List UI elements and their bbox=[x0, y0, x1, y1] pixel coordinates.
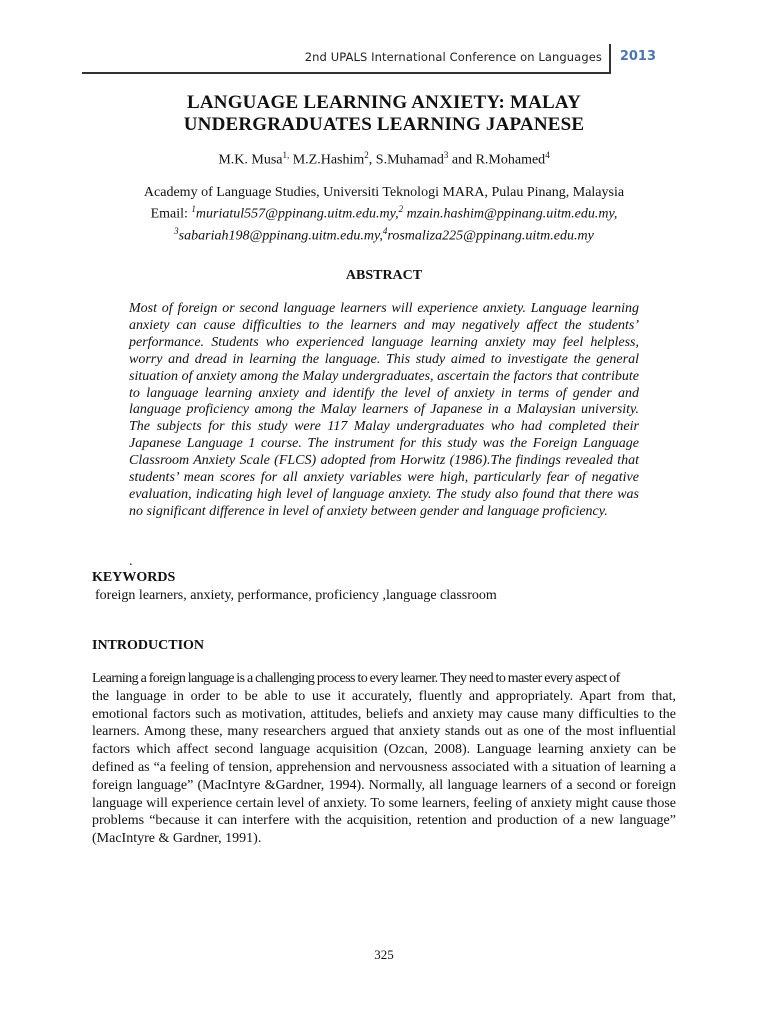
title-line-1: LANGUAGE LEARNING ANXIETY: MALAY bbox=[186, 92, 582, 113]
email-address[interactable]: muriatul557@ppinang.uitm.edu.my, bbox=[195, 206, 399, 222]
author-separator: , bbox=[368, 152, 376, 168]
email-mark: 4 bbox=[382, 225, 388, 236]
author-affiliation-mark: 2 bbox=[364, 150, 369, 160]
author-separator: and bbox=[448, 152, 476, 168]
email-mark: 2 bbox=[398, 204, 404, 214]
page-number: 325 bbox=[374, 947, 394, 962]
conference-year: 2013 bbox=[619, 49, 656, 64]
author-name: M.K. Musa bbox=[218, 152, 283, 168]
keywords-heading: KEYWORDS bbox=[92, 570, 176, 585]
email-address[interactable]: sabariah198@ppinang.uitm.edu.my, bbox=[178, 228, 383, 244]
conference-name: 2nd UPALS International Conference on Languages bbox=[304, 50, 602, 64]
email-label: Email: bbox=[150, 206, 192, 222]
email-mark: 1 bbox=[191, 204, 196, 214]
introduction-first-line: Learning a foreign language is a challenging process to every learner. They need to master every aspect of bbox=[92, 671, 620, 686]
abstract-text: Most of foreign or second language learners will experience anxiety. Language learning anxiety can cause difficulties to the learners and may negatively affect the students’ performance. Students who experienced language learning anxiety may feel helpless, worry and dread in learning the language. This study aimed to investigate the general situation of anxiety among the Malay undergraduates, ascertain the factors that contribute to language learning anxiety and identify the level of anxiety in terms of gender and language proficiency among the Malay learners of Japanese in a Malaysian university. The subjects for this study were 117 Malay undergraduates who had completed their Japanese Language 1 course. The instrument for this study was the Foreign Language Classroom Anxiety Scale (FLCS) adopted from Horwitz (1986).The findings revealed that students’ mean scores for all anxiety variables were high, particularly fear of negative evaluation, indicating high level of language anxiety. The study also found that there was no significant difference in level of anxiety between gender and language proficiency. bbox=[129, 301, 639, 519]
title-line-2: UNDERGRADUATES LEARNING JAPANESE bbox=[183, 114, 585, 135]
email-address[interactable]: mzain.hashim@ppinang.uitm.edu.my, bbox=[403, 206, 618, 222]
email-line-2 bbox=[82, 223, 686, 245]
header-divider bbox=[609, 44, 611, 74]
author-list bbox=[82, 150, 686, 169]
email-mark: 3 bbox=[174, 225, 179, 236]
author-name: S.Muhamad bbox=[375, 152, 444, 168]
introduction-heading: INTRODUCTION bbox=[92, 638, 205, 653]
email-address[interactable]: rosmaliza225@ppinang.uitm.edu.my bbox=[387, 228, 594, 244]
keywords-list: foreign learners, anxiety, performance, proficiency ,language classroom bbox=[95, 588, 497, 603]
author-name: R.Mohamed bbox=[475, 152, 546, 168]
introduction-text: the language in order to be able to use it accurately, fluently and appropriately. Apart from that, emotional factors such as motivation, attitudes, beliefs and anxiety may cause many difficulties to the learners. Among these, many researchers argued that anxiety stands out as one of the most influential factors which affect second language acquisition (Ozcan, 2008). Language learning anxiety can be defined as “a feeling of tension, apprehension and nervousness associated with a situation of learning a foreign language” (MacIntyre &Gardner, 1994). Normally, all language learners of a second or foreign language will experience certain level of anxiety. To some learners, feeling of anxiety might cause those problems “because it can interfere with the acquisition, retention and production of a new language” (MacIntyre & Gardner, 1991). bbox=[92, 688, 676, 847]
email-line-1 bbox=[82, 201, 686, 223]
author-name: M.Z.Hashim bbox=[292, 152, 365, 168]
author-affiliation-mark: 4 bbox=[545, 150, 550, 160]
affiliation-block bbox=[82, 184, 686, 244]
institution: Academy of Language Studies, Universiti Teknologi MARA, Pulau Pinang, Malaysia bbox=[143, 185, 625, 200]
paper-title bbox=[82, 92, 686, 136]
introduction-paragraph bbox=[92, 670, 676, 848]
author-affiliation-mark: 1, bbox=[282, 150, 290, 160]
running-header bbox=[82, 44, 678, 74]
author-affiliation-mark: 3 bbox=[443, 150, 449, 160]
header-rule bbox=[82, 72, 611, 74]
abstract-heading: ABSTRACT bbox=[345, 268, 423, 283]
abstract-trailing-dot: . bbox=[129, 554, 133, 569]
